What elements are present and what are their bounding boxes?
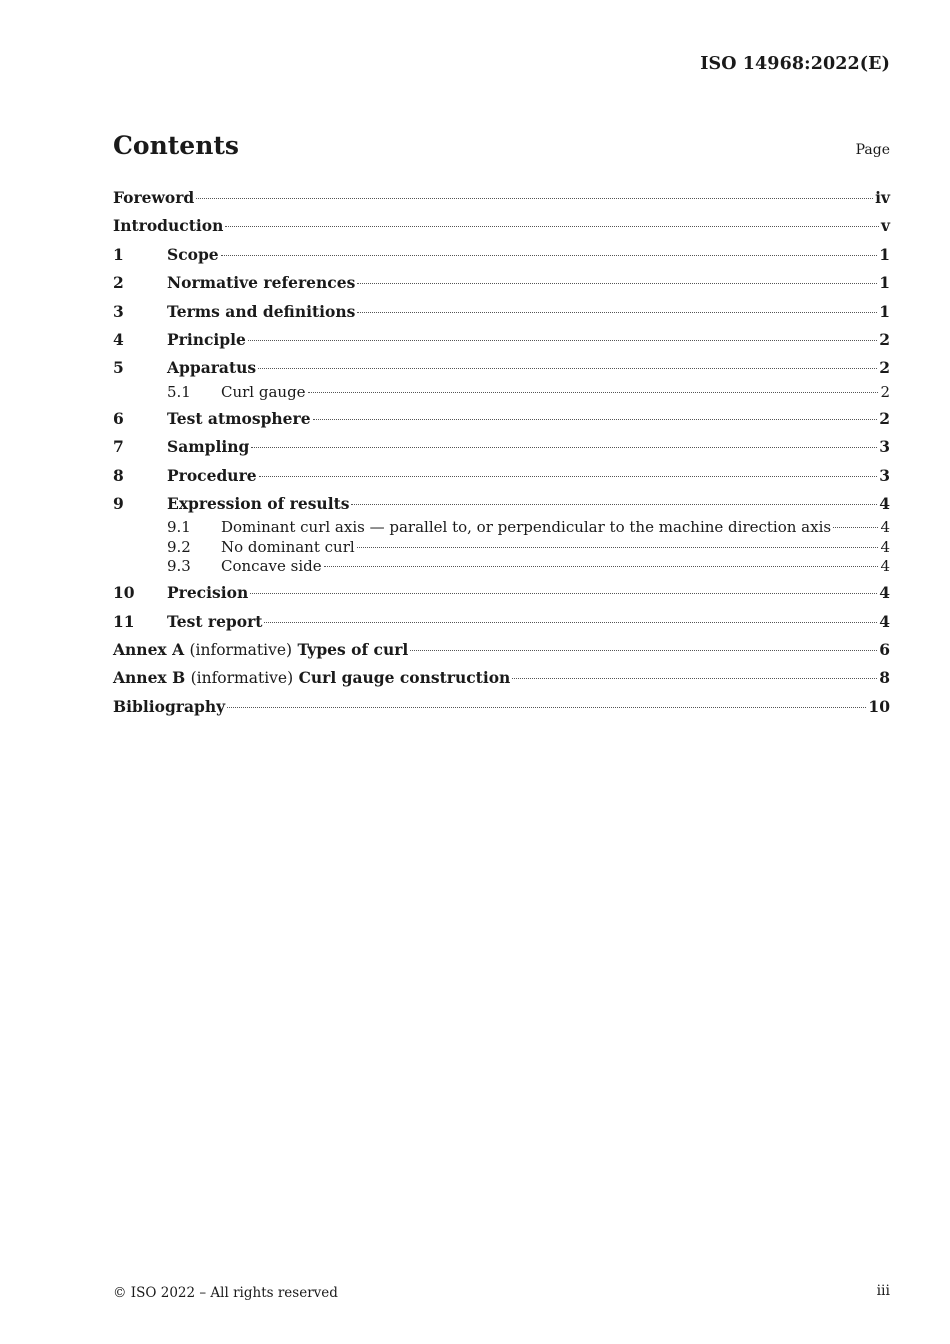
dot-leader [308, 392, 879, 393]
toc-title-text: Expression of results [167, 493, 350, 513]
dot-leader [227, 707, 866, 708]
toc-entry-title [167, 462, 257, 490]
toc-title-text: Sampling [167, 437, 250, 457]
toc-page-number: 1 [879, 244, 890, 264]
toc-page-number: 2 [879, 408, 890, 428]
toc-page-number: 4 [879, 583, 890, 603]
toc-title-text: Foreword [113, 188, 195, 207]
toc-entry[interactable] [113, 490, 890, 518]
toc-entry[interactable] [113, 269, 890, 297]
annex-note: (informative) [190, 669, 294, 688]
toc-entry-number: 2 [113, 273, 124, 293]
toc-title-text: Introduction [113, 216, 224, 236]
dot-leader [248, 340, 877, 341]
toc-entry-title [221, 557, 322, 577]
toc-entry-title [167, 433, 249, 461]
toc-entry[interactable] [113, 354, 890, 382]
toc-entry-number: 8 [113, 465, 124, 485]
toc-entry-title [221, 538, 355, 558]
toc-title-text: Principle [167, 329, 246, 349]
toc-page-number: 1 [879, 301, 890, 321]
toc-entry[interactable] [113, 212, 890, 240]
toc-entry-number: 9.3 [167, 557, 191, 576]
toc-page-number: 6 [879, 640, 890, 660]
toc-entry[interactable] [113, 693, 890, 721]
toc-entry[interactable] [113, 405, 890, 433]
toc-entry[interactable] [113, 608, 890, 636]
toc-entry-title [221, 518, 831, 538]
annex-label: Annex A [113, 640, 185, 660]
toc-page-number: 3 [879, 437, 890, 457]
dot-leader [512, 678, 877, 679]
toc-title-text: Apparatus [167, 358, 257, 378]
toc-subentry[interactable] [113, 557, 890, 579]
toc-entry[interactable] [113, 579, 890, 607]
toc-page-number: v [880, 216, 890, 236]
toc-entry-number: 6 [113, 408, 124, 428]
dot-leader [324, 566, 879, 567]
toc-title-text: Test atmosphere [167, 408, 311, 428]
toc-entry-number: 9.1 [167, 518, 191, 537]
toc-page-number: 2 [879, 358, 890, 378]
toc-page-number: 8 [879, 668, 890, 688]
toc-subentry[interactable] [113, 538, 890, 558]
toc-page-number: 4 [880, 537, 890, 556]
toc-subentry[interactable] [113, 518, 890, 538]
dot-leader [313, 419, 878, 420]
dot-leader [258, 368, 877, 369]
toc-entry[interactable] [113, 636, 890, 664]
toc-page-number: 2 [879, 329, 890, 349]
dot-leader [351, 504, 877, 505]
toc-title-text: Normative references [167, 273, 356, 293]
toc-title-text: Procedure [167, 465, 257, 485]
toc-entry-title [167, 490, 349, 518]
toc-title-text: Precision [167, 583, 249, 603]
toc-entry-number: 4 [113, 329, 124, 349]
toc-page-number: 1 [879, 273, 890, 293]
dot-leader [196, 198, 873, 199]
toc-entry-title [167, 579, 248, 607]
toc-entry-title [113, 212, 223, 240]
toc-title-text: Curl gauge [221, 382, 306, 401]
toc-entry-title [113, 184, 194, 212]
dot-leader [221, 255, 878, 256]
toc-entry[interactable] [113, 184, 890, 212]
dot-leader [264, 622, 877, 623]
toc-entry[interactable] [113, 326, 890, 354]
toc-entry-title [167, 269, 355, 297]
toc-title-text: Bibliography [113, 696, 226, 716]
toc-entry-number: 9.2 [167, 537, 191, 556]
toc-entry[interactable] [113, 664, 890, 692]
toc-entry-title [167, 354, 256, 382]
page-number: iii [876, 1283, 890, 1299]
copyright-notice: © ISO 2022 – All rights reserved [113, 1285, 338, 1301]
page-column-label: Page [855, 142, 890, 158]
dot-leader [357, 312, 877, 313]
toc-entry-title [221, 383, 306, 403]
toc-entry[interactable] [113, 462, 890, 490]
toc-entry-title [167, 608, 262, 636]
toc-entry-title [113, 636, 408, 664]
toc-entry-title [113, 664, 510, 692]
toc-title-text: Dominant curl axis — parallel to, or perpendicular to the machine direction axis [221, 518, 832, 537]
toc-entry-number: 3 [113, 301, 124, 321]
annex-note: (informative) [189, 641, 293, 660]
dot-leader [410, 650, 877, 651]
toc-page-number: 4 [879, 493, 890, 513]
toc-entry-number: 5 [113, 358, 124, 378]
toc-entry-title [167, 298, 355, 326]
toc-page-number: 4 [879, 611, 890, 631]
toc-title-text: Types of curl [297, 640, 409, 660]
toc-entry-title [167, 405, 311, 433]
toc-entry-title [167, 326, 246, 354]
toc-title-text: No dominant curl [221, 537, 355, 556]
document-id: ISO 14968:2022(E) [700, 54, 890, 74]
toc-entry-number: 10 [113, 583, 135, 603]
toc-page-number: 10 [868, 696, 890, 716]
toc-title-text: Terms and definitions [167, 301, 356, 321]
toc-entry-number: 11 [113, 611, 135, 631]
toc-page-number: 3 [879, 465, 890, 485]
toc-page-number: 4 [880, 557, 890, 576]
toc-page-number: iv [875, 188, 890, 207]
annex-label: Annex B [113, 668, 186, 688]
dot-leader [251, 447, 877, 448]
dot-leader [357, 283, 877, 284]
dot-leader [833, 527, 878, 528]
toc-page-number: 2 [880, 382, 890, 401]
toc-entry-number: 9 [113, 493, 124, 513]
dot-leader [225, 226, 879, 227]
dot-leader [250, 593, 877, 594]
toc-entry-title [113, 693, 225, 721]
toc-title-text: Test report [167, 611, 263, 631]
toc-entry[interactable] [113, 241, 890, 269]
toc-entry-number: 7 [113, 437, 124, 457]
toc-entry-title [167, 241, 219, 269]
toc-title-text: Curl gauge construction [298, 668, 511, 688]
toc-entry[interactable] [113, 298, 890, 326]
toc-entry-number: 1 [113, 244, 124, 264]
toc-page-number: 4 [880, 518, 890, 537]
dot-leader [259, 476, 878, 477]
table-of-contents [113, 184, 890, 721]
dot-leader [357, 547, 879, 548]
toc-title-text: Concave side [221, 557, 322, 576]
contents-heading: Contents [113, 131, 240, 160]
toc-entry[interactable] [113, 433, 890, 461]
toc-subentry[interactable] [113, 383, 890, 405]
toc-entry-number: 5.1 [167, 382, 191, 401]
toc-title-text: Scope [167, 244, 219, 264]
